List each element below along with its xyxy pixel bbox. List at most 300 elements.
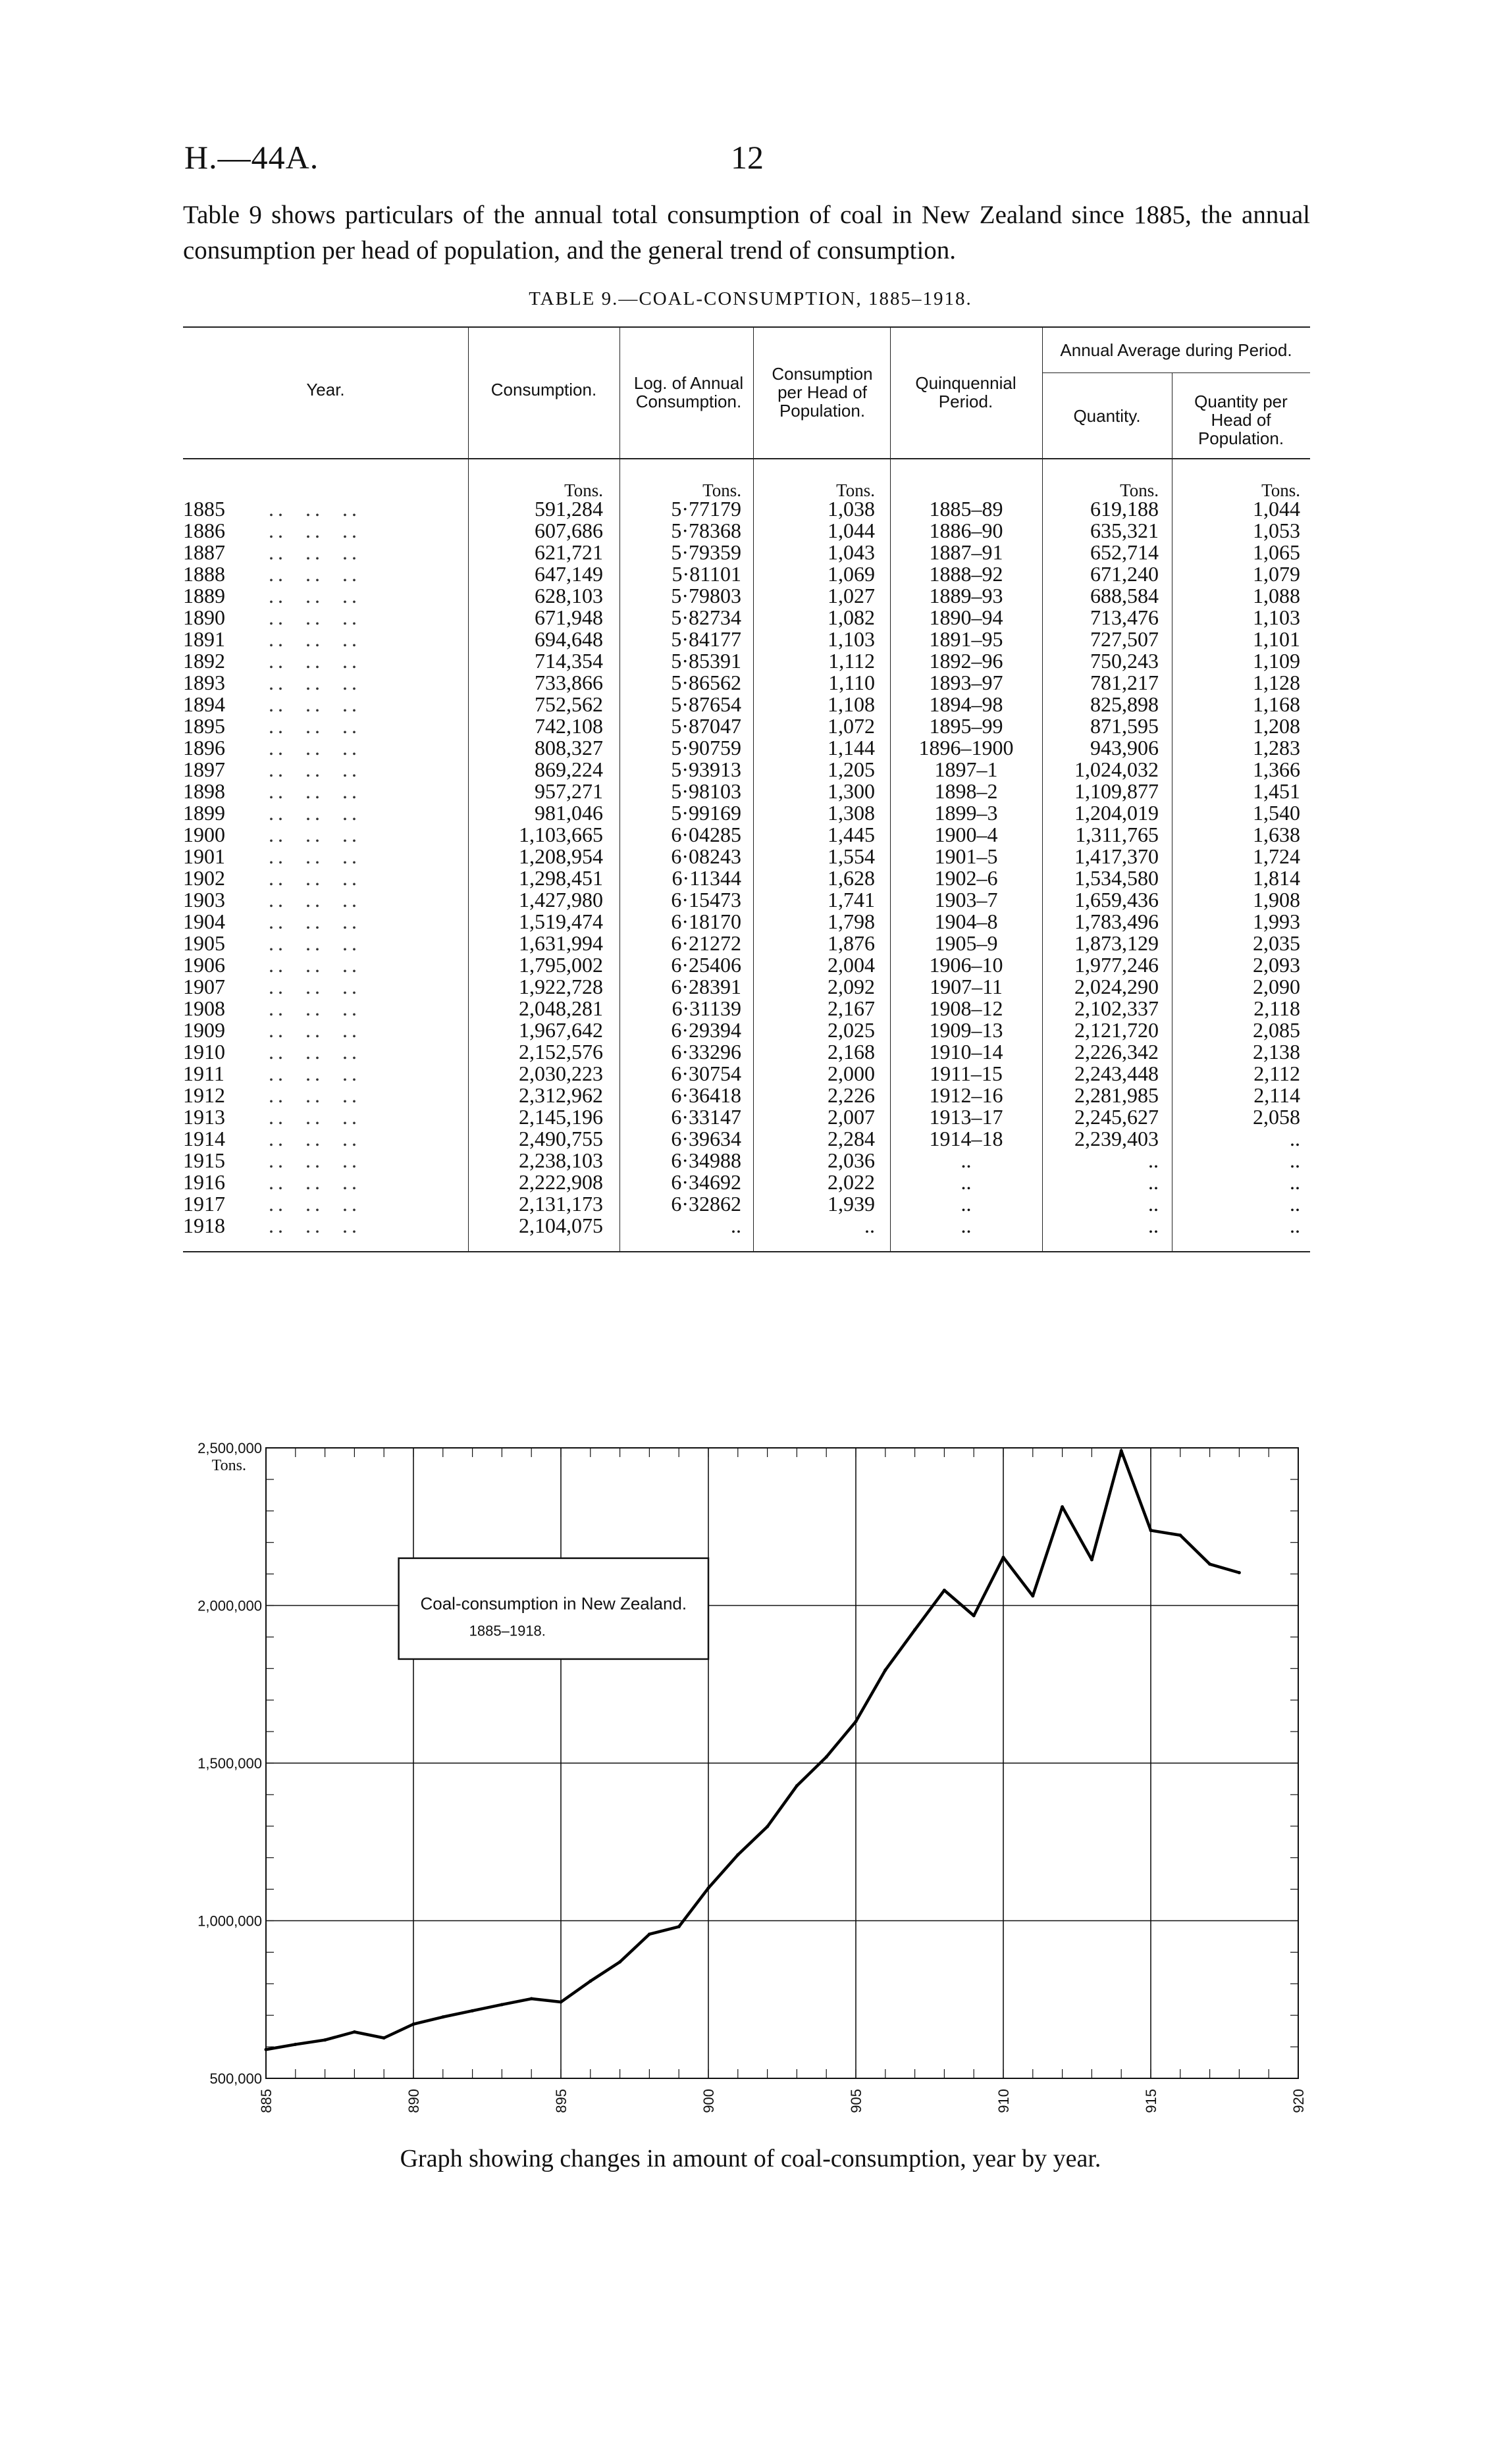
table-cell-per_head: 1,876 [828, 931, 875, 955]
table-cell-years: 1902 [183, 866, 225, 890]
leader-dots: .. .. .. [269, 844, 361, 868]
table-cell-per_head: 1,308 [828, 801, 875, 825]
table-cell-years: 1889 [183, 584, 225, 607]
table-cell-consumption: 2,048,281 [519, 996, 603, 1020]
table-cell-qty_per_head: 1,283 [1253, 736, 1300, 759]
table-cell-per_head: 1,069 [828, 562, 875, 586]
leader-dots: .. .. .. [269, 757, 361, 781]
y-unit-label: Tons. [211, 1457, 246, 1474]
table-cell-qty_per_head: 2,058 [1253, 1105, 1300, 1129]
data-point [825, 1755, 828, 1758]
table-cell-qty_per_head: .. [1290, 1192, 1300, 1216]
table-cell-quantity: .. [1148, 1192, 1159, 1216]
table-cell-period: 1893–97 [929, 671, 1003, 694]
table-cell-consumption: 2,312,962 [519, 1083, 603, 1107]
table-cell-years: 1892 [183, 649, 225, 673]
table-cell-log: 5·78368 [671, 519, 741, 542]
data-point [855, 1720, 858, 1723]
table-cell-period: 1890–94 [929, 605, 1003, 629]
table-cell-log: 6·28391 [671, 975, 741, 998]
table-cell-qty_per_head: 1,638 [1253, 823, 1300, 846]
intro-paragraph: Table 9 shows particulars of the annual total consumption of coal in New Zealand since 1885, the annual consumption per head of population, and the general trend of consumption. [183, 201, 1310, 265]
leader-dots: .. .. .. [269, 823, 361, 846]
table-cell-qty_per_head: .. [1290, 1127, 1300, 1150]
unit-per-head: Tons. [836, 480, 875, 500]
data-point [1061, 1505, 1064, 1508]
data-point [618, 1961, 621, 1964]
table-cell-years: 1912 [183, 1083, 225, 1107]
table-cell-log: 6·30754 [671, 1062, 741, 1085]
table-cell-quantity: 1,311,765 [1075, 823, 1159, 846]
leader-dots: .. .. .. [269, 605, 361, 629]
table-cell-quantity: 1,204,019 [1074, 801, 1159, 825]
table-cell-log: 5·82734 [671, 605, 741, 629]
table-cell-period: .. [961, 1214, 972, 1237]
table-cell-log: 6·32862 [671, 1192, 741, 1216]
leader-dots: .. .. .. [269, 736, 361, 759]
data-point [677, 1925, 681, 1928]
table-cell-consumption: 1,922,728 [519, 975, 603, 998]
table-cell-consumption: 981,046 [535, 801, 603, 825]
leader-dots: .. .. .. [269, 1148, 361, 1172]
table-cell-years: 1886 [183, 519, 225, 542]
leader-dots: .. .. .. [269, 627, 361, 651]
table-cell-consumption: 694,648 [535, 627, 603, 651]
table-cell-years: 1891 [183, 627, 225, 651]
table-cell-years: 1916 [183, 1170, 225, 1194]
table-cell-per_head: 1,108 [828, 692, 875, 716]
column-year [183, 498, 242, 1237]
data-point [883, 1668, 887, 1672]
leader-dots: .. .. .. [269, 562, 361, 586]
table-cell-consumption: 808,327 [535, 736, 603, 759]
table-cell-log: 6·36418 [671, 1083, 741, 1107]
table-cell-qty_per_head: 1,814 [1253, 866, 1300, 890]
table-cell-qty_per_head: 1,088 [1253, 584, 1300, 607]
header-quantity: Quantity. [1073, 406, 1141, 426]
table-cell-period: 1898–2 [934, 779, 998, 803]
data-point [972, 1614, 976, 1617]
leader-dots: .. .. .. [269, 779, 361, 803]
column-period [890, 498, 1042, 1237]
table-cell-period: 1910–14 [929, 1040, 1003, 1064]
chart-title: Coal-consumption in New Zealand. [420, 1593, 687, 1614]
table-cell-years: 1907 [183, 975, 225, 998]
y-tick-label: 1,500,000 [198, 1755, 262, 1772]
leader-dots: .. .. .. [269, 910, 361, 933]
table-cell-qty_per_head: 1,908 [1253, 888, 1300, 911]
graph-caption: Graph showing changes in amount of coal-consumption, year by year. [400, 2145, 1101, 2172]
table-cell-years: 1900 [183, 823, 225, 846]
table-cell-consumption: 621,721 [535, 540, 603, 564]
table-cell-log: 6·39634 [671, 1127, 741, 1150]
data-point [265, 2048, 268, 2051]
chart-svg [171, 1428, 1330, 2113]
table-cell-consumption: 752,562 [535, 692, 603, 716]
x-tick-label: 1900 [700, 2089, 717, 2113]
table-cell-quantity: 2,245,627 [1074, 1105, 1159, 1129]
table-cell-years: 1905 [183, 931, 225, 955]
leader-dots: .. .. .. [269, 1105, 361, 1129]
table-cell-log: 5·86562 [671, 671, 741, 694]
table-cell-per_head: 1,144 [828, 736, 875, 759]
table-cell-qty_per_head: 1,208 [1253, 714, 1300, 738]
table-cell-log: 6·04285 [671, 823, 741, 846]
data-point [1002, 1556, 1005, 1559]
table-cell-per_head: 1,798 [828, 910, 875, 933]
table-cell-consumption: 2,104,075 [519, 1214, 603, 1237]
table-cell-consumption: 1,631,994 [519, 931, 603, 955]
table-cell-qty_per_head: 1,540 [1253, 801, 1300, 825]
table-cell-quantity: 2,226,342 [1074, 1040, 1159, 1064]
x-tick-label: 1910 [995, 2089, 1012, 2113]
table-cell-period: 1886–90 [929, 519, 1003, 542]
leader-dots: .. .. .. [269, 1018, 361, 1042]
table-cell-per_head: 1,205 [828, 757, 875, 781]
table-cell-log: 6·11344 [672, 866, 741, 890]
table-cell-quantity: 2,243,448 [1074, 1062, 1159, 1085]
table-cell-years: 1914 [183, 1127, 225, 1150]
table-cell-consumption: 671,948 [535, 605, 603, 629]
unit-log: Tons. [702, 480, 741, 500]
data-point [323, 2038, 327, 2041]
leader-dots: .. .. .. [269, 996, 361, 1020]
table-cell-years: 1894 [183, 692, 225, 716]
header-annual-average: Annual Average during Period. [1060, 340, 1292, 360]
table-cell-period: 1906–10 [929, 953, 1003, 977]
leader-dots: .. .. .. [269, 671, 361, 694]
data-point [412, 2022, 415, 2026]
table-cell-log: 6·34692 [671, 1170, 741, 1194]
table-cell-log: 6·15473 [671, 888, 741, 911]
table-cell-period: 1913–17 [929, 1105, 1003, 1129]
table-cell-quantity: .. [1148, 1148, 1159, 1172]
table-cell-qty_per_head: 2,035 [1253, 931, 1300, 955]
coal-consumption-graph [171, 1428, 1330, 2113]
table-cell-qty_per_head: 2,118 [1253, 996, 1300, 1020]
table-cell-quantity: 943,906 [1090, 736, 1159, 759]
table-cell-period: 1907–11 [930, 975, 1003, 998]
table-cell-years: 1911 [183, 1062, 224, 1085]
table-cell-period: 1901–5 [934, 844, 998, 868]
table-cell-quantity: 1,417,370 [1074, 844, 1159, 868]
table-cell-qty_per_head: 2,138 [1253, 1040, 1300, 1064]
table-cell-consumption: 2,238,103 [519, 1148, 603, 1172]
data-point [530, 1997, 533, 2001]
table-cell-period: 1900–4 [934, 823, 998, 846]
table-cell-consumption: 1,208,954 [519, 844, 603, 868]
header-consumption: Consumption. [490, 380, 597, 399]
table-cell-period: 1911–15 [930, 1062, 1003, 1085]
table-cell-period: 1892–96 [929, 649, 1003, 673]
leader-dots: .. .. .. [269, 1062, 361, 1085]
table-cell-period: 1914–18 [929, 1127, 1003, 1150]
data-point [736, 1853, 739, 1857]
table-cell-per_head: 2,284 [828, 1127, 875, 1150]
table-cell-quantity: 713,476 [1090, 605, 1159, 629]
table-cell-period: 1899–3 [934, 801, 998, 825]
data-point [382, 2036, 386, 2040]
table-cell-period: .. [961, 1192, 972, 1216]
table-cell-per_head: 1,300 [828, 779, 875, 803]
column-quantity [1042, 498, 1159, 1237]
table-cell-log: 6·33147 [671, 1105, 741, 1129]
table-cell-period: 1905–9 [934, 931, 998, 955]
table-cell-quantity: 2,121,720 [1074, 1018, 1159, 1042]
table-cell-qty_per_head: 2,093 [1253, 953, 1300, 977]
table-cell-per_head: 1,044 [828, 519, 875, 542]
table-cell-consumption: 1,103,665 [519, 823, 603, 846]
table-cell-years: 1897 [183, 757, 225, 781]
table-cell-consumption: 607,686 [535, 519, 603, 542]
table-cell-quantity: 635,321 [1090, 519, 1159, 542]
table-cell-per_head: 2,025 [828, 1018, 875, 1042]
table-cell-consumption: 733,866 [535, 671, 603, 694]
leader-dots: .. .. .. [269, 1083, 361, 1107]
header-per-head: Consumption per Head of Population. [772, 364, 873, 421]
data-point [795, 1784, 799, 1787]
unit-qty-per-head: Tons. [1261, 480, 1300, 500]
leader-dots: .. .. .. [269, 801, 361, 825]
table-cell-per_head: 1,043 [828, 540, 875, 564]
document-reference: H.—44A. [184, 139, 319, 176]
leader-dots: .. .. .. [269, 1192, 361, 1216]
table-cell-per_head: 2,167 [828, 996, 875, 1020]
table-cell-log: 6·33296 [671, 1040, 741, 1064]
column-qty-per-head [1172, 498, 1300, 1237]
header-period: Quinquennial Period. [915, 373, 1016, 411]
leader-dots: .. .. .. [269, 975, 361, 998]
table-cell-per_head: 2,004 [828, 953, 875, 977]
table-cell-per_head: 1,072 [828, 714, 875, 738]
table-cell-quantity: 1,659,436 [1074, 888, 1159, 911]
table-cell-quantity: 1,534,580 [1074, 866, 1159, 890]
table-cell-per_head: 1,027 [828, 584, 875, 607]
table-cell-years: 1885 [183, 497, 225, 521]
table-cell-log: .. [731, 1214, 741, 1237]
series-line-coal-consumption [266, 1450, 1239, 2049]
table-cell-qty_per_head: .. [1290, 1148, 1300, 1172]
y-tick-label: 500,000 [209, 2070, 262, 2087]
table-cell-per_head: 2,226 [828, 1083, 875, 1107]
leader-dots: .. .. .. [269, 1214, 361, 1237]
table-cell-qty_per_head: 1,065 [1253, 540, 1300, 564]
table-cell-per_head: 2,022 [828, 1170, 875, 1194]
leader-dots: .. .. .. [269, 519, 361, 542]
leader-dots: .. .. .. [269, 931, 361, 955]
table-cell-quantity: 1,977,246 [1074, 953, 1159, 977]
data-point [294, 2043, 297, 2046]
table-cell-quantity: .. [1148, 1170, 1159, 1194]
y-tick-label: 2,000,000 [198, 1597, 262, 1614]
table-cell-consumption: 2,152,576 [519, 1040, 603, 1064]
header-year: Year. [306, 380, 345, 399]
table-cell-period: 1896–1900 [918, 736, 1014, 759]
data-point [1178, 1533, 1182, 1537]
x-tick-label: 1905 [848, 2089, 864, 2113]
table-cell-per_head: .. [864, 1214, 875, 1237]
table-cell-log: 6·34988 [671, 1148, 741, 1172]
data-point [648, 1932, 651, 1936]
x-tick-label: 1920 [1290, 2089, 1307, 2113]
data-point [1090, 1558, 1093, 1561]
table-cell-consumption: 2,490,755 [519, 1127, 603, 1150]
table-cell-years: 1890 [183, 605, 225, 629]
table-cell-period: .. [961, 1148, 972, 1172]
table-cell-years: 1899 [183, 801, 225, 825]
leader-dots: .. .. .. [269, 1127, 361, 1150]
table-cell-consumption: 957,271 [535, 779, 603, 803]
table-cell-qty_per_head: 1,103 [1253, 605, 1300, 629]
table-cell-quantity: 2,024,290 [1074, 975, 1159, 998]
table-cell-period: 1912–16 [929, 1083, 1003, 1107]
table-cell-quantity: 825,898 [1090, 692, 1159, 716]
x-tick-label: 1890 [406, 2089, 422, 2113]
header-log: Log. of Annual Consumption. [633, 373, 744, 411]
data-point [560, 2001, 563, 2004]
table-cell-quantity: 688,584 [1090, 584, 1159, 607]
table-cell-period: 1895–99 [929, 714, 1003, 738]
table-cell-years: 1918 [183, 1214, 225, 1237]
table-cell-quantity: 2,102,337 [1074, 996, 1159, 1020]
table-cell-consumption: 714,354 [535, 649, 603, 673]
table-cell-period: 1891–95 [929, 627, 1003, 651]
leader-dots: .. .. .. [269, 540, 361, 564]
table-cell-log: 6·18170 [671, 910, 741, 933]
table-cell-period: 1908–12 [929, 996, 1003, 1020]
table-cell-log: 5·93913 [671, 757, 741, 781]
table-cell-log: 6·21272 [671, 931, 741, 955]
table-cell-per_head: 1,038 [828, 497, 875, 521]
table-cell-qty_per_head: 2,090 [1253, 975, 1300, 998]
table-cell-period: 1904–8 [934, 910, 998, 933]
data-point [500, 2003, 504, 2006]
table-cell-years: 1901 [183, 844, 225, 868]
table-cell-consumption: 591,284 [535, 497, 603, 521]
table-cell-years: 1910 [183, 1040, 225, 1064]
table-cell-log: 5·79359 [671, 540, 741, 564]
table-cell-quantity: 871,595 [1090, 714, 1159, 738]
table-cell-qty_per_head: 2,114 [1253, 1083, 1300, 1107]
table-cell-qty_per_head: 2,112 [1253, 1062, 1300, 1085]
data-point [1149, 1529, 1153, 1532]
data-point [589, 1980, 592, 1983]
table-cell-per_head: 1,445 [828, 823, 875, 846]
table-cell-log: 5·98103 [671, 779, 741, 803]
table-cell-consumption: 647,149 [535, 562, 603, 586]
table-cell-qty_per_head: 1,451 [1253, 779, 1300, 803]
data-point [943, 1589, 946, 1592]
table-cell-qty_per_head: 1,101 [1253, 627, 1300, 651]
data-point [471, 2009, 474, 2013]
data-point [353, 2030, 356, 2034]
table-cell-log: 5·84177 [671, 627, 741, 651]
table-cell-quantity: 671,240 [1090, 562, 1159, 586]
table-cell-quantity: 619,188 [1090, 497, 1159, 521]
leader-dots: .. .. .. [269, 888, 361, 911]
y-tick-label: 1,000,000 [198, 1912, 262, 1930]
unit-quantity: Tons. [1120, 480, 1159, 500]
header-qty-per-head: Quantity per Head of Population. [1194, 392, 1288, 448]
table-cell-period: .. [961, 1170, 972, 1194]
leader-dots: .. .. .. [269, 1040, 361, 1064]
coal-consumption-table [183, 326, 1310, 1258]
leader-dots: .. .. .. [269, 714, 361, 738]
table-cell-log: 5·77179 [671, 497, 741, 521]
leader-dots: .. .. .. [269, 584, 361, 607]
table-cell-per_head: 2,168 [828, 1040, 875, 1064]
data-point [707, 1886, 710, 1889]
table-cell-per_head: 1,103 [828, 627, 875, 651]
table-cell-quantity: 1,109,877 [1074, 779, 1159, 803]
table-cell-consumption: 2,030,223 [519, 1062, 603, 1085]
leader-dots: .. .. .. [269, 649, 361, 673]
table-cell-years: 1904 [183, 910, 225, 933]
leader-dots: .. .. .. [269, 692, 361, 716]
data-point [441, 2015, 444, 2018]
table-cell-years: 1888 [183, 562, 225, 586]
table-cell-per_head: 1,939 [828, 1192, 875, 1216]
table-cell-quantity: 1,783,496 [1074, 910, 1159, 933]
table-cell-per_head: 1,628 [828, 866, 875, 890]
table-cell-period: 1885–89 [929, 497, 1003, 521]
table-cell-consumption: 869,224 [535, 757, 603, 781]
table-cell-consumption: 742,108 [535, 714, 603, 738]
table-cell-period: 1897–1 [934, 757, 998, 781]
leader-dots: .. .. .. [269, 953, 361, 977]
table-cell-years: 1917 [183, 1192, 225, 1216]
leader-dots: .. .. .. [269, 866, 361, 890]
table-cell-log: 6·31139 [672, 996, 741, 1020]
table-cell-consumption: 2,145,196 [519, 1105, 603, 1129]
table-cell-per_head: 2,007 [828, 1105, 875, 1129]
table-cell-quantity: .. [1148, 1214, 1159, 1237]
table-cell-log: 6·08243 [671, 844, 741, 868]
table-cell-per_head: 2,036 [828, 1148, 875, 1172]
table-cell-consumption: 2,131,173 [519, 1192, 603, 1216]
column-consumption [468, 498, 603, 1237]
table-cell-qty_per_head: .. [1290, 1170, 1300, 1194]
table-cell-log: 5·85391 [671, 649, 741, 673]
table-cell-log: 6·25406 [671, 953, 741, 977]
table-cell-quantity: 1,024,032 [1074, 757, 1159, 781]
table-cell-years: 1896 [183, 736, 225, 759]
table-cell-years: 1895 [183, 714, 225, 738]
table-cell-years: 1909 [183, 1018, 225, 1042]
table-cell-log: 5·87654 [671, 692, 741, 716]
table-cell-years: 1887 [183, 540, 225, 564]
table-cell-per_head: 2,092 [828, 975, 875, 998]
table-cell-period: 1894–98 [929, 692, 1003, 716]
table-cell-qty_per_head: 2,085 [1253, 1018, 1300, 1042]
column-year-leaders [269, 498, 460, 1237]
table-cell-years: 1898 [183, 779, 225, 803]
table-cell-log: 5·81101 [672, 562, 741, 586]
table-cell-per_head: 1,741 [828, 888, 875, 911]
x-tick-label: 1895 [553, 2089, 569, 2113]
data-point [1031, 1595, 1034, 1598]
table-cell-quantity: 727,507 [1090, 627, 1159, 651]
table-cell-qty_per_head: 1,079 [1253, 562, 1300, 586]
table-cell-qty_per_head: 1,168 [1253, 692, 1300, 716]
data-point [1120, 1449, 1123, 1452]
table-cell-log: 5·87047 [671, 714, 741, 738]
column-log [619, 498, 741, 1237]
table-cell-per_head: 1,554 [828, 844, 875, 868]
leader-dots: .. .. .. [269, 497, 361, 521]
table-cell-period: 1909–13 [929, 1018, 1003, 1042]
table-cell-qty_per_head: 1,044 [1253, 497, 1300, 521]
